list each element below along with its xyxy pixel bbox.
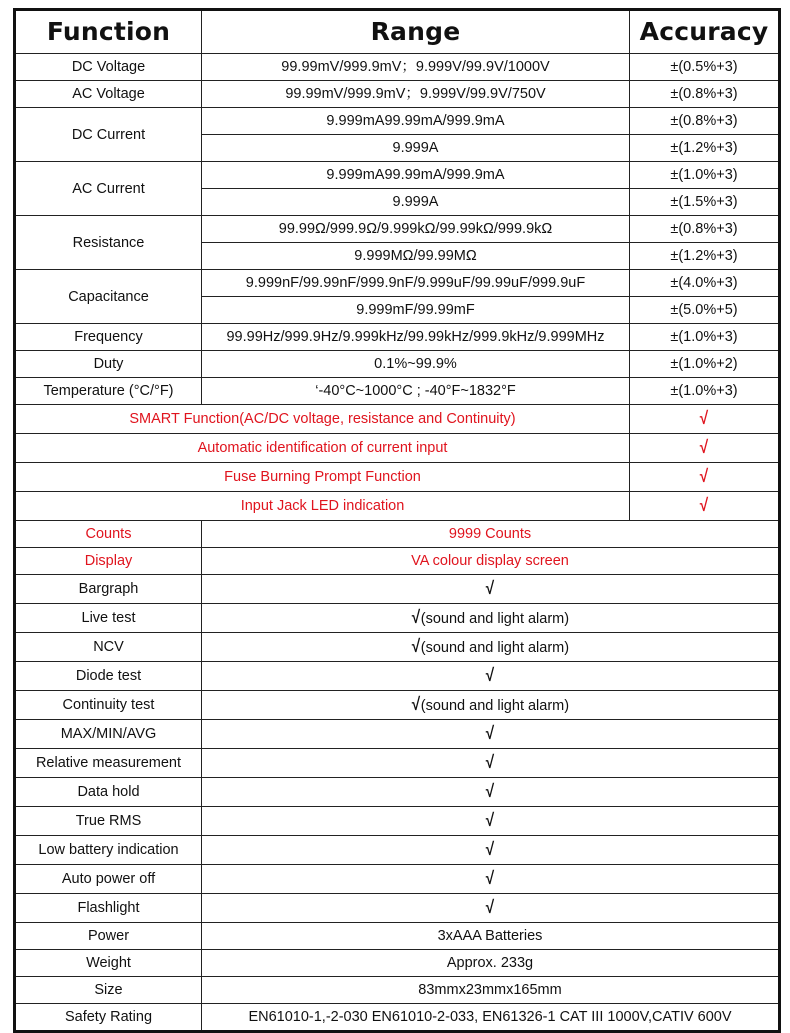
spec-table [13,8,781,1033]
accuracy-value: ±(1.0%+3) [630,324,780,351]
accuracy-value: ±(1.5%+3) [630,189,780,216]
spec-label: Display [15,548,202,575]
feature-value [202,633,780,662]
function-label: Temperature (°C/°F) [15,378,202,405]
general-spec-row-weight [15,950,780,977]
feature-value [202,807,780,836]
smart-feature-check [630,405,780,434]
feature-label: Flashlight [15,894,202,923]
smart-feature-row [15,434,780,463]
feature-value [202,575,780,604]
function-label: DC Voltage [15,54,202,81]
feature-label: Continuity test [15,691,202,720]
function-label: Capacitance [15,270,202,324]
feature-label: Low battery indication [15,836,202,865]
feature-label: Bargraph [15,575,202,604]
check-icon: √ [411,694,421,714]
smart-feature-row [15,405,780,434]
general-spec-row-power [15,923,780,950]
feature-row [15,633,780,662]
function-label: Frequency [15,324,202,351]
range-value: 9.999mA99.99mA/999.9mA [202,108,630,135]
measurement-row-resistance [15,216,780,243]
range-value: 9.999MΩ/99.99MΩ [202,243,630,270]
feature-note: (sound and light alarm) [420,640,570,656]
accuracy-value: ±(0.8%+3) [630,108,780,135]
check-icon: √ [485,897,495,917]
feature-label: NCV [15,633,202,662]
spec-value: VA colour display screen [202,548,780,575]
check-icon: √ [485,578,495,598]
header-range: Range [202,10,630,54]
spec-label: Weight [15,950,202,977]
smart-feature-label: Input Jack LED indication [15,492,630,521]
measurement-row-temperature [15,378,780,405]
feature-row [15,749,780,778]
feature-value [202,662,780,691]
highlight-spec-row-counts [15,521,780,548]
check-icon: √ [485,752,495,772]
check-icon: √ [699,466,709,486]
feature-value [202,691,780,720]
general-spec-row-safety [15,1004,780,1032]
check-icon: √ [485,665,495,685]
range-value: 99.99Hz/999.9Hz/9.999kHz/99.99kHz/999.9kHz/9.999MHz [202,324,630,351]
feature-note: (sound and light alarm) [420,698,570,714]
feature-label: Relative measurement [15,749,202,778]
accuracy-value: ±(5.0%+5) [630,297,780,324]
range-value: 9.999nF/99.99nF/999.9nF/9.999uF/99.99uF/999.9uF [202,270,630,297]
function-label: Duty [15,351,202,378]
check-icon: √ [485,868,495,888]
accuracy-value: ±(0.8%+3) [630,81,780,108]
spec-label: Power [15,923,202,950]
feature-value [202,604,780,633]
feature-value [202,836,780,865]
smart-feature-check [630,434,780,463]
check-icon: √ [699,495,709,515]
measurement-row-ac-voltage [15,81,780,108]
spec-label: Size [15,977,202,1004]
feature-row [15,691,780,720]
range-value: 99.99Ω/999.9Ω/9.999kΩ/99.99kΩ/999.9kΩ [202,216,630,243]
smart-feature-check [630,492,780,521]
accuracy-value: ±(1.0%+3) [630,378,780,405]
check-icon: √ [485,810,495,830]
feature-label: MAX/MIN/AVG [15,720,202,749]
range-value: 9.999mA99.99mA/999.9mA [202,162,630,189]
accuracy-value: ±(0.8%+3) [630,216,780,243]
feature-value [202,865,780,894]
header-function: Function [15,10,202,54]
feature-row [15,575,780,604]
measurement-row-ac-current [15,162,780,189]
feature-value [202,778,780,807]
measurement-row-capacitance [15,270,780,297]
measurement-row-frequency [15,324,780,351]
range-value: 9.999A [202,135,630,162]
function-label: DC Current [15,108,202,162]
header-row [15,10,780,54]
range-value: 99.99mV/999.9mV；9.999V/99.9V/750V [202,81,630,108]
measurement-row-duty [15,351,780,378]
spec-label: Safety Rating [15,1004,202,1032]
accuracy-value: ±(1.0%+3) [630,162,780,189]
feature-row [15,865,780,894]
accuracy-value: ±(1.2%+3) [630,243,780,270]
general-spec-row-size [15,977,780,1004]
check-icon: √ [485,839,495,859]
smart-feature-check [630,463,780,492]
feature-row [15,778,780,807]
accuracy-value: ±(1.2%+3) [630,135,780,162]
check-icon: √ [699,437,709,457]
spec-value: 9999 Counts [202,521,780,548]
feature-row [15,662,780,691]
accuracy-value: ±(0.5%+3) [630,54,780,81]
feature-value [202,749,780,778]
feature-row [15,894,780,923]
range-value: ‘-40°C~1000°C ; -40°F~1832°F [202,378,630,405]
range-value: 9.999A [202,189,630,216]
function-label: AC Current [15,162,202,216]
feature-row [15,720,780,749]
feature-label: Diode test [15,662,202,691]
check-icon: √ [485,723,495,743]
smart-feature-label: SMART Function(AC/DC voltage, resistance and Continuity) [15,405,630,434]
check-icon: √ [411,607,421,627]
spec-value: Approx. 233g [202,950,780,977]
feature-value [202,894,780,923]
feature-label: True RMS [15,807,202,836]
range-value: 9.999mF/99.99mF [202,297,630,324]
feature-label: Auto power off [15,865,202,894]
function-label: Resistance [15,216,202,270]
spec-value: EN61010-1,-2-030 EN61010-2-033, EN61326-1 CAT III 1000V,CATIV 600V [202,1004,780,1032]
smart-feature-row [15,463,780,492]
header-accuracy: Accuracy [630,10,780,54]
spec-value: 83mmx23mmx165mm [202,977,780,1004]
feature-row [15,604,780,633]
measurement-row-dc-voltage [15,54,780,81]
spec-value: 3xAAA Batteries [202,923,780,950]
function-label: AC Voltage [15,81,202,108]
highlight-spec-row-display [15,548,780,575]
check-icon: √ [699,408,709,428]
feature-label: Data hold [15,778,202,807]
feature-note: (sound and light alarm) [420,611,570,627]
accuracy-value: ±(4.0%+3) [630,270,780,297]
feature-value [202,720,780,749]
check-icon: √ [485,781,495,801]
range-value: 0.1%~99.9% [202,351,630,378]
smart-feature-label: Fuse Burning Prompt Function [15,463,630,492]
check-icon: √ [411,636,421,656]
spec-label: Counts [15,521,202,548]
accuracy-value: ±(1.0%+2) [630,351,780,378]
range-value: 99.99mV/999.9mV；9.999V/99.9V/1000V [202,54,630,81]
measurement-row-dc-current [15,108,780,135]
smart-feature-row [15,492,780,521]
smart-feature-label: Automatic identification of current input [15,434,630,463]
feature-label: Live test [15,604,202,633]
feature-row [15,807,780,836]
feature-row [15,836,780,865]
